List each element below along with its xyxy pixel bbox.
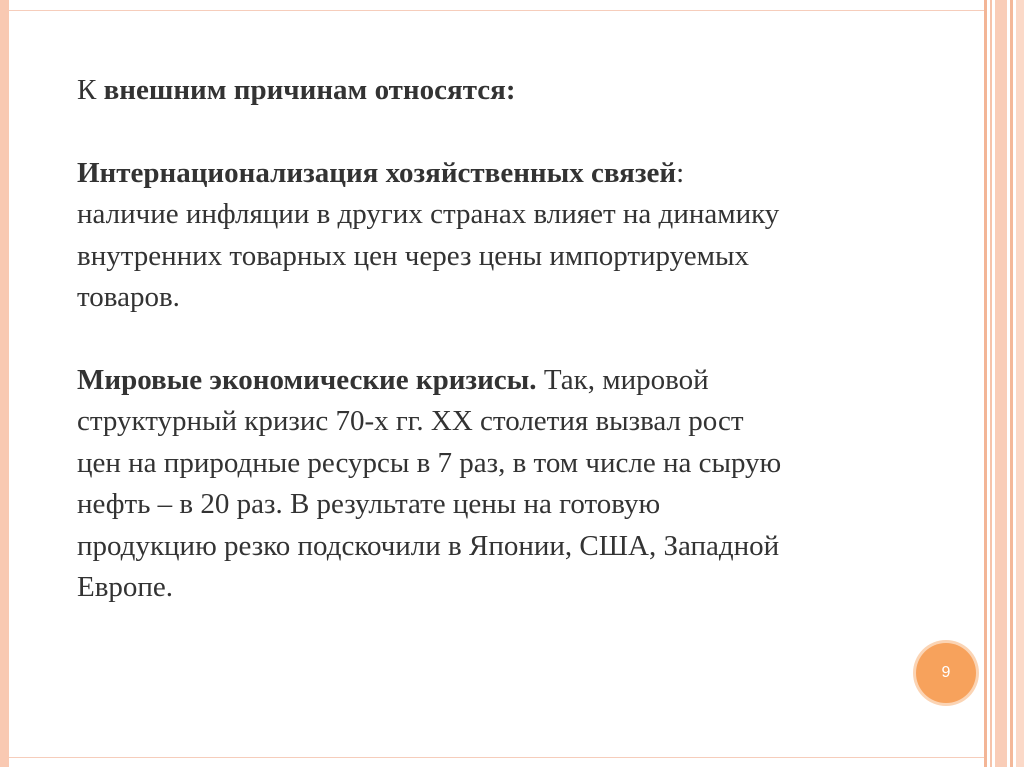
section2-line: структурный кризис 70-х гг. ХХ столетия вызвал рост <box>77 405 744 437</box>
right-decorative-stripes <box>984 0 1024 767</box>
heading-bold-text: внешним причинам относятся: <box>103 74 516 106</box>
stripe <box>990 0 992 767</box>
spacer <box>77 112 937 153</box>
section1-title-suffix: : <box>676 156 685 189</box>
stripe <box>984 0 987 767</box>
section1-line: наличие инфляции в других странах влияет на динамику <box>77 198 780 230</box>
slide-heading <box>77 70 937 112</box>
stripe <box>1010 0 1013 767</box>
section2-line: нефть – в 20 раз. В результате цены на готовую <box>77 488 661 520</box>
section2-line: Европе. <box>77 571 174 603</box>
spacer <box>77 319 937 360</box>
section2-line: Так, мировой <box>536 363 709 396</box>
top-frame-line <box>9 10 984 11</box>
stripe <box>995 0 1007 767</box>
bottom-frame-line <box>9 757 984 758</box>
page-number-badge: 9 <box>916 643 976 703</box>
section2-line: продукцию резко подскочили в Японии, США, Западной <box>77 529 780 562</box>
section1-title-line <box>77 153 937 195</box>
section1-title: Интернационализация хозяйственных связей <box>77 156 677 189</box>
section2-line: цен на природные ресурсы в 7 раз, в том числе на сырую <box>77 446 782 479</box>
section2-title-line <box>77 360 937 402</box>
section1-line: товаров. <box>77 281 180 313</box>
stripe <box>1016 0 1024 767</box>
left-decorative-stripe <box>0 0 9 767</box>
heading-prefix: К <box>77 74 104 106</box>
slide-body <box>77 70 937 609</box>
section2-title: Мировые экономические кризисы. <box>77 363 537 396</box>
section1-line: внутренних товарных цен через цены импортируемых <box>77 239 749 272</box>
